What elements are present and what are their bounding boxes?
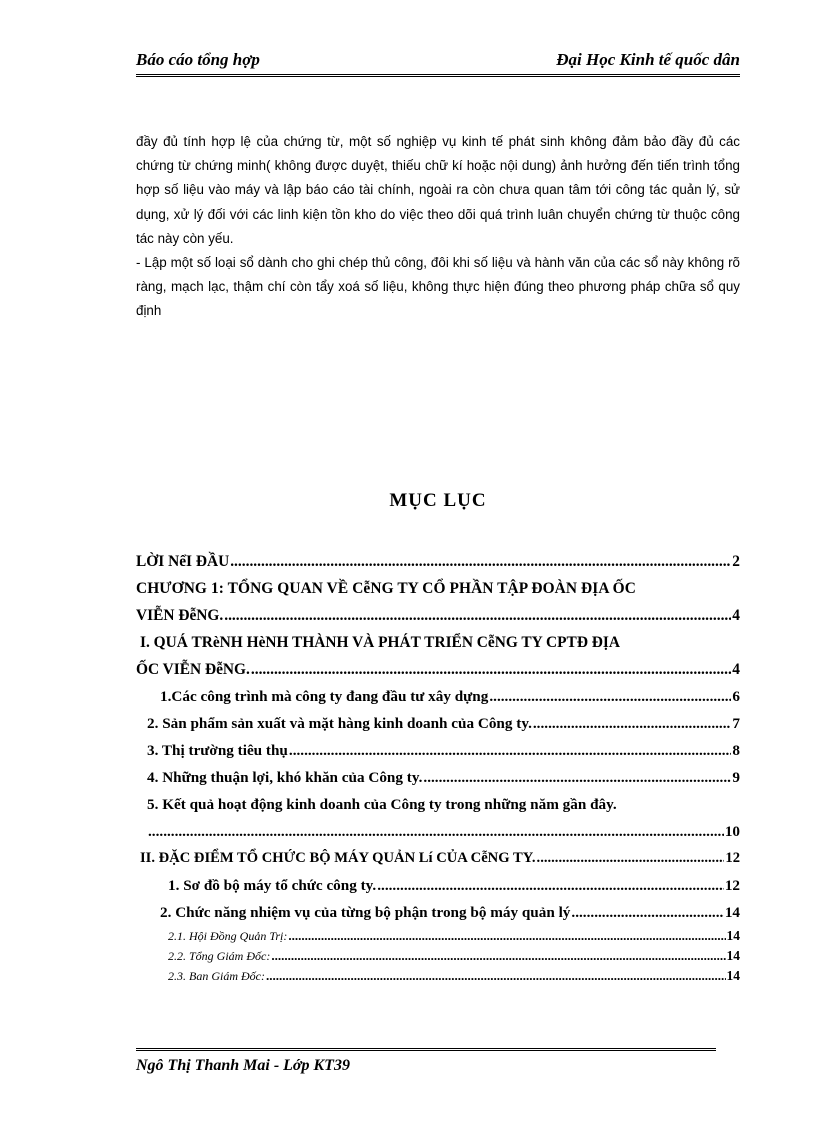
toc-entry-text: 2.1. Hội Đồng Quản Trị: <box>168 929 288 943</box>
toc-leader-dots <box>271 946 725 965</box>
toc-entry-text: 3. Thị trường tiêu thụ <box>147 742 288 759</box>
page-header <box>136 48 740 77</box>
toc-entry-text: II. ĐẶC ĐIỂM TỔ CHỨC BỘ MÁY QUẢN Lí CỦA CễNG TY. <box>140 850 536 866</box>
toc-entry-text: 1. Sơ đồ bộ máy tổ chức công ty. <box>168 877 377 894</box>
toc-page-number: 7 <box>732 715 740 732</box>
toc-entry-chapter1[interactable] <box>136 602 740 629</box>
toc-page-number: 6 <box>732 688 740 705</box>
toc-entry-section2[interactable] <box>136 845 740 872</box>
toc-page-number: 14 <box>726 948 740 963</box>
toc-leader-dots <box>288 926 725 945</box>
body-text <box>136 130 740 324</box>
footer-rule <box>136 1048 716 1051</box>
toc-entry-text: VIỄN ĐễNG. <box>136 607 224 624</box>
toc-page-number: 14 <box>726 928 740 943</box>
toc-page-number: 9 <box>732 769 740 786</box>
toc-page-number: 8 <box>732 742 740 759</box>
toc-entry-5-line1[interactable]: 5. Kết quả hoạt động kinh doanh của Công ty trong những năm gần đây. <box>147 796 617 813</box>
toc-page-number: 14 <box>726 968 740 983</box>
body-paragraph-2: - Lập một số loại sổ dành cho ghi chép thủ công, đôi khi số liệu và hành văn của các sổ này không rõ ràng, mạch lạc, thậm chí còn tẩy xoá số liệu, không thực hiện đúng theo phương pháp chữa sổ quy định <box>136 255 740 319</box>
header-report-title: Báo cáo tổng hợp <box>136 50 260 69</box>
toc-entry-preface[interactable] <box>136 548 740 575</box>
toc-page-number: 10 <box>724 823 740 840</box>
toc-entry-section1-line1[interactable]: I. QUÁ TRèNH HèNH THÀNH VÀ PHÁT TRIỂN CễNG TY CPTĐ ĐỊA <box>140 634 621 651</box>
toc-leader-dots <box>571 899 723 926</box>
page-footer: Ngô Thị Thanh Mai - Lớp KT39 <box>136 1057 350 1074</box>
toc-page-number: 12 <box>724 877 740 894</box>
toc-entry-4[interactable] <box>136 764 740 791</box>
toc-leader-dots <box>230 548 731 575</box>
toc-entry-2-2[interactable] <box>136 899 740 926</box>
toc-page-number: 4 <box>732 661 740 678</box>
toc-leader-dots <box>224 602 731 629</box>
body-paragraph-1: đầy đủ tính hợp lệ của chứng từ, một số nghiệp vụ kinh tế phát sinh không đảm bảo đầy đủ các chứng từ chứng minh( không được duyệt, thiếu chữ kí hoặc nội dung) ảnh hưởng đến tiến trình tổng hợp số liệu vào máy và lập báo cáo tài chính, ngoài ra còn chưa quan tâm tới công tác quản lý, sử dụng, xử lý đối với các linh kiện tồn kho do việc theo dõi quá trình luân chuyển chứng từ thuộc công tác này còn yếu. <box>136 134 740 246</box>
toc-leader-dots <box>537 845 725 872</box>
toc-leader-dots <box>289 737 732 764</box>
toc-leader-dots <box>533 710 732 737</box>
toc-entry-2[interactable] <box>136 710 740 737</box>
toc-leader-dots <box>423 764 731 791</box>
toc-entry-2-2-1[interactable] <box>136 926 740 946</box>
toc-entry-text: 2. Chức năng nhiệm vụ của từng bộ phận trong bộ máy quản lý <box>160 904 571 921</box>
toc-leader-dots <box>489 683 731 710</box>
header-university: Đại Học Kinh tế quốc dân <box>556 50 740 69</box>
toc-page-number: 2 <box>732 553 740 570</box>
toc-leader-dots <box>148 818 724 845</box>
toc-entry-2-2-2[interactable] <box>136 946 740 966</box>
toc-entry-section1[interactable] <box>136 656 740 683</box>
toc-entry-5[interactable] <box>136 818 740 845</box>
table-of-contents <box>136 548 740 986</box>
toc-entry-text: 4. Những thuận lợi, khó khăn của Công ty. <box>147 769 423 786</box>
toc-leader-dots <box>251 656 731 683</box>
toc-entry-3[interactable] <box>136 737 740 764</box>
toc-entry-text: ỐC VIỄN ĐễNG. <box>136 661 250 678</box>
toc-page-number: 4 <box>732 607 740 624</box>
toc-entry-2-1[interactable] <box>136 872 740 899</box>
toc-entry-text: 2.3. Ban Giám Đốc: <box>168 969 265 983</box>
toc-leader-dots <box>377 872 724 899</box>
toc-leader-dots <box>266 966 726 985</box>
toc-title: MỤC LỤC <box>389 490 487 511</box>
toc-entry-chapter1-line1[interactable]: CHƯƠNG 1: TỔNG QUAN VỀ CễNG TY CỔ PHẦN TẬP ĐOÀN ĐỊA ỐC <box>136 580 636 597</box>
toc-entry-1[interactable] <box>136 683 740 710</box>
toc-page-number: 14 <box>724 904 740 921</box>
toc-entry-text: 2.2. Tổng Giám Đốc: <box>168 949 271 963</box>
toc-entry-text: 1.Các công trình mà công ty đang đầu tư xây dựng <box>160 688 489 705</box>
toc-entry-text: 2. Sản phẩm sản xuất và mặt hàng kinh doanh của Công ty. <box>147 715 532 732</box>
toc-entry-text: LỜI NểI ĐẦU <box>136 553 230 570</box>
toc-page-number: 12 <box>725 850 740 866</box>
toc-entry-2-2-3[interactable] <box>136 966 740 986</box>
